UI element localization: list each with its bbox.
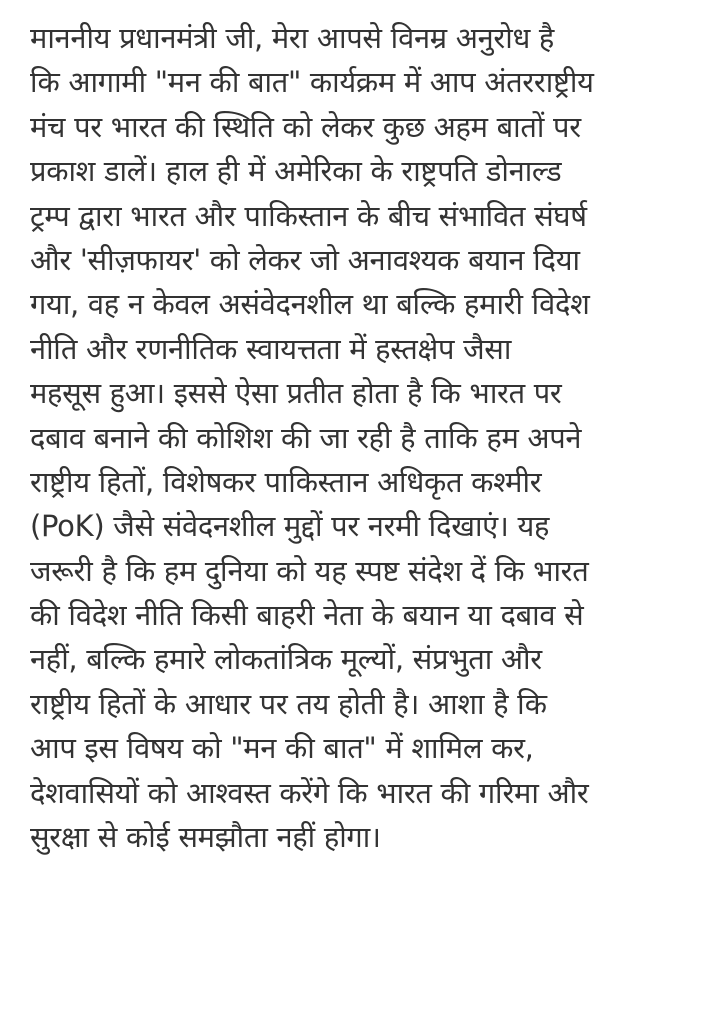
message-text <box>30 16 700 859</box>
message-line: गया, वह न केवल असंवेदनशील था बल्कि हमारी विदेश <box>30 287 590 322</box>
message-line: की विदेश नीति किसी बाहरी नेता के बयान या दबाव से <box>30 598 584 633</box>
message-line: ट्रम्प द्वारा भारत और पाकिस्तान के बीच संभावित संघर्ष <box>30 198 587 233</box>
message-line: और 'सीज़फायर' को लेकर जो अनावश्यक बयान दिया <box>30 242 580 277</box>
message-line: नहीं, बल्कि हमारे लोकतांत्रिक मूल्यों, संप्रभुता और <box>30 642 542 677</box>
message-line: मंच पर भारत की स्थिति को लेकर कुछ अहम बातों पर <box>30 109 581 144</box>
message-line: प्रकाश डालें। हाल ही में अमेरिका के राष्ट्रपति डोनाल्ड <box>30 154 562 189</box>
message-line: माननीय प्रधानमंत्री जी, मेरा आपसे विनम्र अनुरोध है <box>30 21 555 55</box>
message-line: जरूरी है कि हम दुनिया को यह स्पष्ट संदेश दें कि भारत <box>30 553 589 588</box>
message-line: नीति और रणनीतिक स्वायत्तता में हस्तक्षेप जैसा <box>30 331 512 366</box>
message-line: देशवासियों को आश्वस्त करेंगे कि भारत की गरिमा और <box>30 775 589 810</box>
message-line: दबाव बनाने की कोशिश की जा रही है ताकि हम अपने <box>30 420 582 455</box>
message-line: (PoK) जैसे संवेदनशील मुद्दों पर नरमी दिखाएं। यह <box>30 509 550 544</box>
message-line: महसूस हुआ। इससे ऐसा प्रतीत होता है कि भारत पर <box>30 376 562 411</box>
message-line: सुरक्षा से कोई समझौता नहीं होगा। <box>30 820 381 855</box>
message-line: कि आगामी "मन की बात" कार्यक्रम में आप अंतरराष्ट्रीय <box>30 65 594 100</box>
message-line: राष्ट्रीय हितों, विशेषकर पाकिस्तान अधिकृत कश्मीर <box>30 464 542 499</box>
message-line: राष्ट्रीय हितों के आधार पर तय होती है। आशा है कि <box>30 686 547 721</box>
message-line: आप इस विषय को "मन की बात" में शामिल कर, <box>30 731 534 766</box>
